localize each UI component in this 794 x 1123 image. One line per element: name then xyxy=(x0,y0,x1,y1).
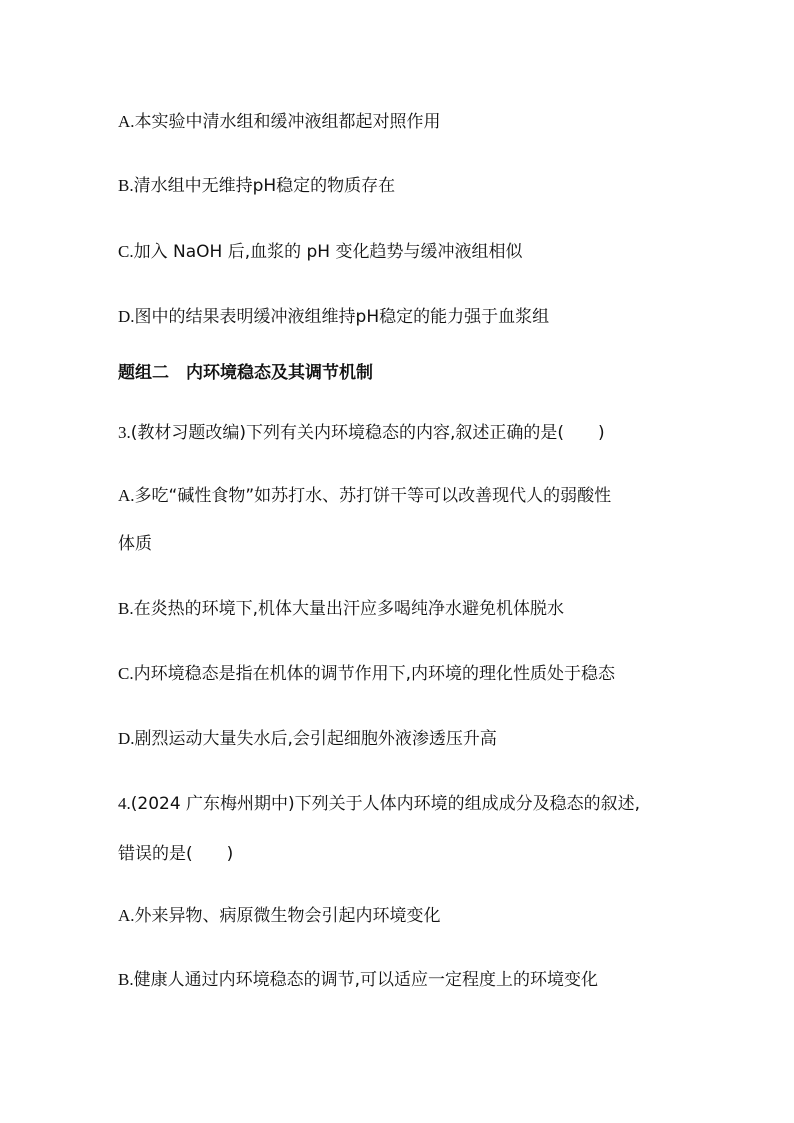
option-text: 多吃“碱性食物”如苏打水、苏打饼干等可以改善现代人的弱酸性 xyxy=(134,486,612,506)
option-label: D. xyxy=(118,307,135,326)
option-label: D. xyxy=(118,729,135,748)
option-text: 内环境稳态是指在机体的调节作用下,内环境的理化性质处于稳态 xyxy=(133,664,615,684)
option-text: 图中的结果表明缓冲液组维持pH稳定的能力强于血浆组 xyxy=(134,307,550,327)
option-line-3a xyxy=(118,484,611,508)
option-line-3d xyxy=(118,727,497,751)
section-heading-text: 题组二 内环境稳态及其调节机制 xyxy=(118,363,373,383)
option-line-2d xyxy=(118,305,549,329)
question-4-stem xyxy=(118,792,640,816)
option-label: B. xyxy=(118,176,134,195)
option-text: 加入 NaOH 后,血浆的 pH 变化趋势与缓冲液组相似 xyxy=(133,242,523,262)
question-number: 3. xyxy=(118,423,131,442)
option-text: 外来异物、病原微生物会引起内环境变化 xyxy=(134,906,441,926)
option-line-3c xyxy=(118,662,615,686)
option-label: A. xyxy=(118,486,135,505)
option-label: B. xyxy=(118,970,134,989)
question-text: (教材习题改编)下列有关内环境稳态的内容,叙述正确的是( ) xyxy=(130,423,605,443)
question-text: (2024 广东梅州期中)下列关于人体内环境的组成成分及稳态的叙述, xyxy=(130,794,641,814)
option-line-4a xyxy=(118,904,441,928)
question-number: 4. xyxy=(118,794,131,813)
option-line-3b xyxy=(118,597,564,621)
question-3-stem xyxy=(118,421,605,445)
option-text: 清水组中无维持pH稳定的物质存在 xyxy=(133,176,396,196)
option-line-2a xyxy=(118,110,441,134)
option-text: 本实验中清水组和缓冲液组都起对照作用 xyxy=(134,112,441,132)
option-label: C. xyxy=(118,664,134,683)
section-heading xyxy=(118,361,373,385)
option-label: B. xyxy=(118,599,134,618)
option-line-2b xyxy=(118,174,395,198)
option-text: 健康人通过内环境稳态的调节,可以适应一定程度上的环境变化 xyxy=(133,970,598,990)
option-label: A. xyxy=(118,112,135,131)
question-text-continued: 错误的是( ) xyxy=(118,844,234,864)
option-line-3a-continued xyxy=(118,532,152,556)
option-text: 在炎热的环境下,机体大量出汗应多喝纯净水避免机体脱水 xyxy=(133,599,564,619)
option-line-4b xyxy=(118,968,598,992)
option-line-2c xyxy=(118,240,523,264)
question-4-stem-continued xyxy=(118,842,233,866)
option-label: C. xyxy=(118,242,134,261)
option-label: A. xyxy=(118,906,135,925)
option-text: 剧烈运动大量失水后,会引起细胞外液渗透压升高 xyxy=(134,729,497,749)
option-text-continued: 体质 xyxy=(118,534,152,554)
